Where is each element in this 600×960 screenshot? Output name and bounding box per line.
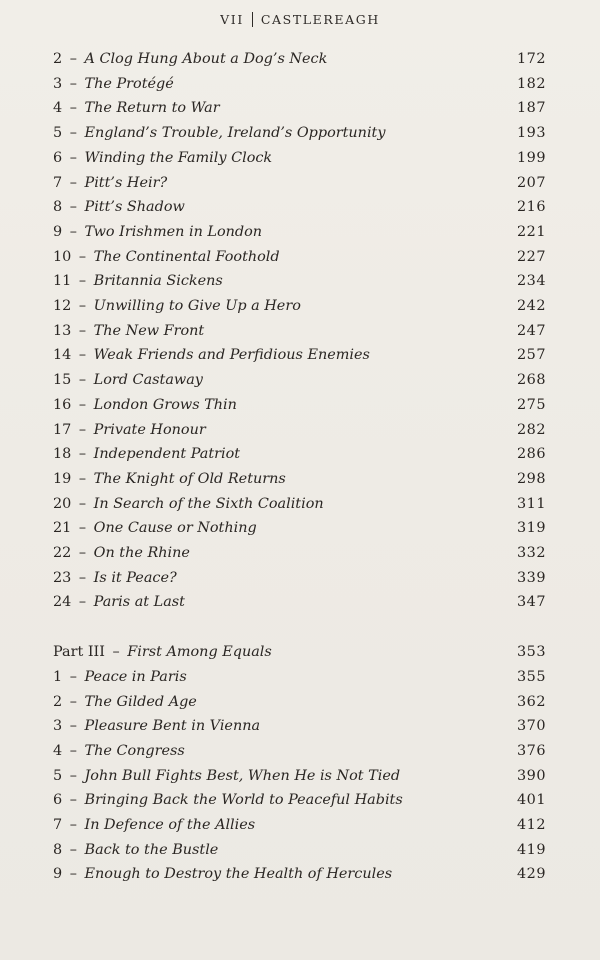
- chapter-page-number: 355: [517, 668, 546, 685]
- chapter-number: 20: [53, 495, 72, 512]
- entry-dash: –: [74, 273, 91, 290]
- chapter-page-number: 268: [517, 372, 546, 389]
- chapter-title: Back to the Bustle: [84, 841, 219, 858]
- chapter-number: 7: [53, 817, 63, 833]
- chapter-title: The Congress: [84, 742, 185, 759]
- entry-dash: –: [65, 866, 82, 883]
- chapter-title: The Gilded Age: [84, 693, 197, 710]
- entry-dash: –: [74, 545, 91, 561]
- chapter-number: 21: [53, 520, 72, 537]
- chapter-page-number: 319: [517, 520, 546, 537]
- chapter-page-number: 282: [517, 421, 546, 438]
- entry-dash: –: [65, 223, 82, 240]
- chapter-page-number: 390: [517, 767, 546, 784]
- chapter-number: 4: [53, 100, 63, 117]
- chapter-title: The Protégé: [84, 75, 174, 92]
- entry-dash: –: [74, 446, 91, 463]
- chapter-number: 19: [53, 470, 72, 487]
- chapter-number: 9: [53, 866, 63, 883]
- entry-dash: –: [74, 347, 91, 364]
- chapter-title: The New Front: [93, 322, 205, 339]
- chapter-page-number: 286: [517, 446, 546, 463]
- chapter-number: 2: [53, 51, 63, 67]
- entry-dash: –: [74, 594, 91, 611]
- chapter-number: 7: [53, 174, 63, 191]
- chapter-page-number: 221: [517, 223, 546, 240]
- chapter-number: 10: [53, 248, 72, 265]
- chapter-title: Weak Friends and Perfidious Enemies: [93, 347, 370, 364]
- toc-entry: [53, 590, 546, 614]
- toc-entry: [53, 245, 546, 269]
- toc-entry: [53, 319, 546, 343]
- toc-entry: [53, 47, 546, 71]
- chapter-page-number: 332: [517, 545, 546, 561]
- entry-dash: –: [65, 75, 82, 92]
- part-label: Part III: [53, 644, 105, 661]
- chapter-number: 3: [53, 718, 63, 735]
- toc-entry: [53, 690, 546, 714]
- chapter-page-number: 227: [517, 248, 546, 265]
- entry-dash: –: [74, 372, 91, 389]
- chapter-page-number: 257: [517, 347, 546, 364]
- toc-entry: [53, 467, 546, 491]
- entry-dash: –: [65, 718, 82, 735]
- entry-dash: –: [74, 495, 91, 512]
- toc-entry: [53, 739, 546, 763]
- chapter-page-number: 311: [517, 495, 546, 512]
- toc-entry: [53, 566, 546, 590]
- chapter-page-number: 339: [517, 569, 546, 586]
- chapter-page-number: 362: [517, 693, 546, 710]
- chapter-title: Pleasure Bent in Vienna: [84, 718, 261, 735]
- chapter-title: Private Honour: [93, 421, 206, 438]
- toc-entry: [53, 294, 546, 318]
- chapter-number: 6: [53, 792, 63, 809]
- chapter-number: 6: [53, 149, 63, 166]
- chapter-number: 3: [53, 75, 63, 92]
- chapter-title: Paris at Last: [93, 594, 185, 611]
- entry-dash: –: [65, 125, 82, 142]
- toc-entry: [53, 516, 546, 540]
- chapter-page-number: 182: [517, 75, 546, 92]
- chapter-number: 5: [53, 125, 63, 142]
- entry-dash: –: [74, 569, 91, 586]
- running-header: [0, 12, 600, 27]
- chapter-title: Enough to Destroy the Health of Hercules: [84, 866, 393, 883]
- toc-entry: [53, 813, 546, 837]
- toc-entry: [53, 764, 546, 788]
- chapter-number: 12: [53, 298, 72, 314]
- chapter-title: Lord Castaway: [93, 372, 203, 389]
- chapter-number: 8: [53, 841, 63, 858]
- entry-dash: –: [107, 644, 125, 661]
- part-title: First Among Equals: [127, 644, 272, 661]
- toc-entry: [53, 171, 546, 195]
- chapter-title: Independent Patriot: [93, 446, 241, 463]
- chapter-title: England’s Trouble, Ireland’s Opportunity: [84, 125, 386, 142]
- chapter-page-number: 193: [517, 125, 546, 142]
- entry-dash: –: [65, 100, 82, 117]
- chapter-page-number: 216: [517, 199, 546, 216]
- chapter-number: 16: [53, 396, 72, 413]
- toc-entry: [53, 269, 546, 293]
- chapter-page-number: 247: [517, 322, 546, 339]
- toc-entry: [53, 121, 546, 145]
- entry-dash: –: [65, 817, 82, 833]
- chapter-title: On the Rhine: [93, 545, 190, 561]
- chapter-number: 15: [53, 372, 72, 389]
- part-heading: [53, 640, 546, 664]
- toc-entry: [53, 72, 546, 96]
- entry-dash: –: [74, 396, 91, 413]
- chapter-number: 18: [53, 446, 72, 463]
- chapter-page-number: 172: [517, 51, 546, 67]
- entry-dash: –: [74, 470, 91, 487]
- chapter-title: The Continental Foothold: [93, 248, 280, 265]
- chapter-number: 2: [53, 693, 63, 710]
- chapter-page-number: 429: [517, 866, 546, 883]
- toc-entry: [53, 714, 546, 738]
- chapter-title: In Search of the Sixth Coalition: [93, 495, 324, 512]
- chapter-page-number: 412: [517, 817, 546, 833]
- chapter-title: London Grows Thin: [93, 396, 237, 413]
- entry-dash: –: [65, 742, 82, 759]
- chapter-page-number: 187: [517, 100, 546, 117]
- chapter-title: Britannia Sickens: [93, 273, 223, 290]
- chapter-title: The Return to War: [84, 100, 220, 117]
- chapter-number: 5: [53, 767, 63, 784]
- toc-entry: [53, 96, 546, 120]
- chapter-title: A Clog Hung About a Dog’s Neck: [84, 51, 328, 67]
- chapter-page-number: 242: [517, 298, 546, 314]
- entry-dash: –: [74, 298, 91, 314]
- toc-entry: [53, 368, 546, 392]
- toc-entry: [53, 418, 546, 442]
- header-section-number: VII: [220, 12, 244, 27]
- entry-dash: –: [65, 668, 82, 685]
- chapter-page-number: 207: [517, 174, 546, 191]
- chapter-number: 17: [53, 421, 72, 438]
- chapter-title: Is it Peace?: [93, 569, 177, 586]
- entry-dash: –: [74, 248, 91, 265]
- entry-dash: –: [65, 841, 82, 858]
- header-section-title: CASTLEREAGH: [260, 12, 380, 27]
- toc-entry: [53, 442, 546, 466]
- chapter-page-number: 376: [517, 742, 546, 759]
- toc-entry: [53, 146, 546, 170]
- chapter-number: 23: [53, 569, 72, 586]
- toc-entry: [53, 862, 546, 886]
- part-page-number: 353: [517, 644, 546, 661]
- toc-entry: [53, 541, 546, 565]
- entry-dash: –: [65, 174, 82, 191]
- chapter-page-number: 419: [517, 841, 546, 858]
- chapter-page-number: 199: [517, 149, 546, 166]
- toc-entry: [53, 393, 546, 417]
- chapter-title: Peace in Paris: [84, 668, 187, 685]
- chapter-title: Two Irishmen in London: [84, 223, 263, 240]
- toc-entry: [53, 788, 546, 812]
- chapter-number: 22: [53, 545, 72, 561]
- chapter-number: 14: [53, 347, 72, 364]
- chapter-number: 11: [53, 273, 72, 290]
- entry-dash: –: [74, 322, 91, 339]
- chapter-number: 1: [53, 668, 63, 685]
- chapter-title: Bringing Back the World to Peaceful Habits: [84, 792, 403, 809]
- chapter-number: 24: [53, 594, 72, 611]
- chapter-number: 9: [53, 223, 63, 240]
- chapter-title: Pitt’s Heir?: [84, 174, 168, 191]
- toc-entry: [53, 195, 546, 219]
- chapter-page-number: 370: [517, 718, 546, 735]
- chapter-number: 8: [53, 199, 63, 216]
- header-separator: [252, 12, 253, 27]
- entry-dash: –: [74, 520, 91, 537]
- chapter-page-number: 298: [517, 470, 546, 487]
- entry-dash: –: [65, 693, 82, 710]
- entry-dash: –: [74, 421, 91, 438]
- chapter-number: 4: [53, 742, 63, 759]
- chapter-title: The Knight of Old Returns: [93, 470, 286, 487]
- entry-dash: –: [65, 199, 82, 216]
- chapter-page-number: 401: [517, 792, 546, 809]
- entry-dash: –: [65, 767, 82, 784]
- chapter-page-number: 275: [517, 396, 546, 413]
- toc-entry: [53, 343, 546, 367]
- toc-entry: [53, 492, 546, 516]
- chapter-page-number: 234: [517, 273, 546, 290]
- chapter-title: Unwilling to Give Up a Hero: [93, 298, 301, 314]
- entry-dash: –: [65, 51, 82, 67]
- entry-dash: –: [65, 149, 82, 166]
- chapter-title: Winding the Family Clock: [84, 149, 273, 166]
- chapter-title: In Defence of the Allies: [84, 817, 256, 833]
- chapter-number: 13: [53, 322, 72, 339]
- toc-entry: [53, 220, 546, 244]
- chapter-title: Pitt’s Shadow: [84, 199, 185, 216]
- entry-dash: –: [65, 792, 82, 809]
- chapter-page-number: 347: [517, 594, 546, 611]
- chapter-title: John Bull Fights Best, When He is Not Tied: [84, 767, 401, 784]
- toc-entry: [53, 665, 546, 689]
- toc-entry: [53, 838, 546, 862]
- chapter-title: One Cause or Nothing: [93, 520, 257, 537]
